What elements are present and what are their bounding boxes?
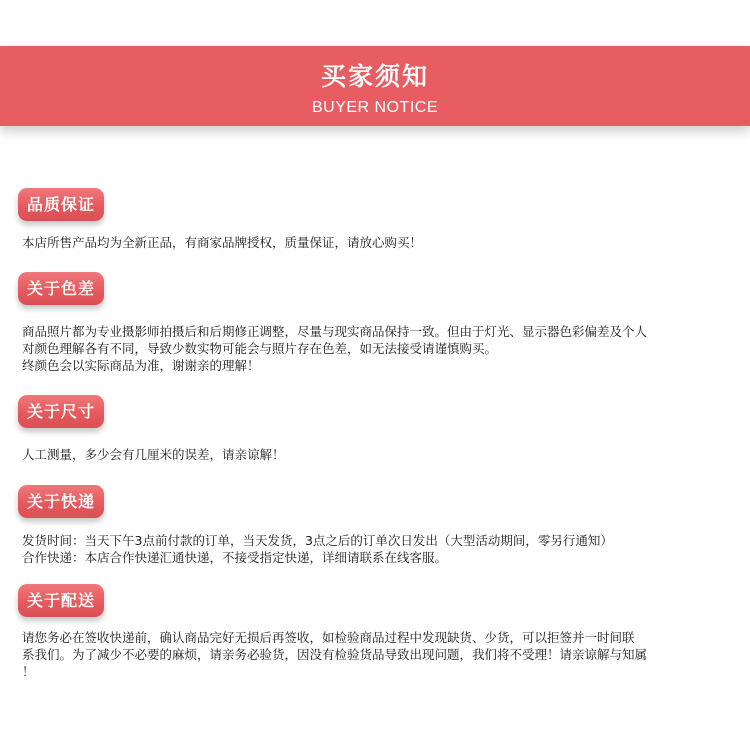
text-line: 终颜色会以实际商品为准，谢谢亲的理解！	[22, 358, 260, 373]
section-text-quality	[22, 234, 737, 251]
section-badge-express: 关于快递	[18, 485, 104, 518]
section-text-color	[22, 323, 737, 374]
section-text-size	[22, 446, 737, 463]
section-badge-color: 关于色差	[18, 272, 104, 305]
section-badge-delivery: 关于配送	[18, 584, 104, 617]
section-badge-quality: 品质保证	[18, 188, 104, 221]
text-line: 请您务必在签收快递前，确认商品完好无损后再签收，如检验商品过程中发现缺货、少货，可以拒签并一时间联	[22, 630, 635, 645]
section-text-delivery	[22, 629, 737, 680]
buyer-notice-banner	[0, 46, 750, 126]
text-line: 本店所售产品均为全新正品，有商家品牌授权，质量保证，请放心购买！	[22, 235, 423, 250]
text-line: 人工测量，多少会有几厘米的误差，请亲谅解！	[22, 447, 285, 462]
text-line: ！	[22, 664, 35, 679]
text-line: 系我们。为了减少不必要的麻烦，请亲务必验货，因没有检验货品导致出现问题，我们将不受理！请亲谅解与知属	[22, 647, 648, 662]
text-line: 对颜色理解各有不同，导致少数实物可能会与照片存在色差，如无法接受请谨慎购买。	[22, 341, 498, 356]
banner-subtitle: BUYER NOTICE	[311, 99, 438, 116]
text-line: 商品照片都为专业摄影师拍摄后和后期修正调整，尽量与现实商品保持一致。但由于灯光、显示器色彩偏差及个人	[22, 324, 648, 339]
text-line: 发货时间：当天下午3点前付款的订单，当天发货，3点之后的订单次日发出（大型活动期间，零另行通知）	[22, 533, 613, 548]
section-text-express	[22, 532, 737, 566]
banner-title: 买家须知	[320, 62, 429, 91]
section-badge-size: 关于尺寸	[18, 395, 104, 428]
text-line: 合作快递：本店合作快递汇通快递，不接受指定快递，详细请联系在线客服。	[22, 550, 448, 565]
